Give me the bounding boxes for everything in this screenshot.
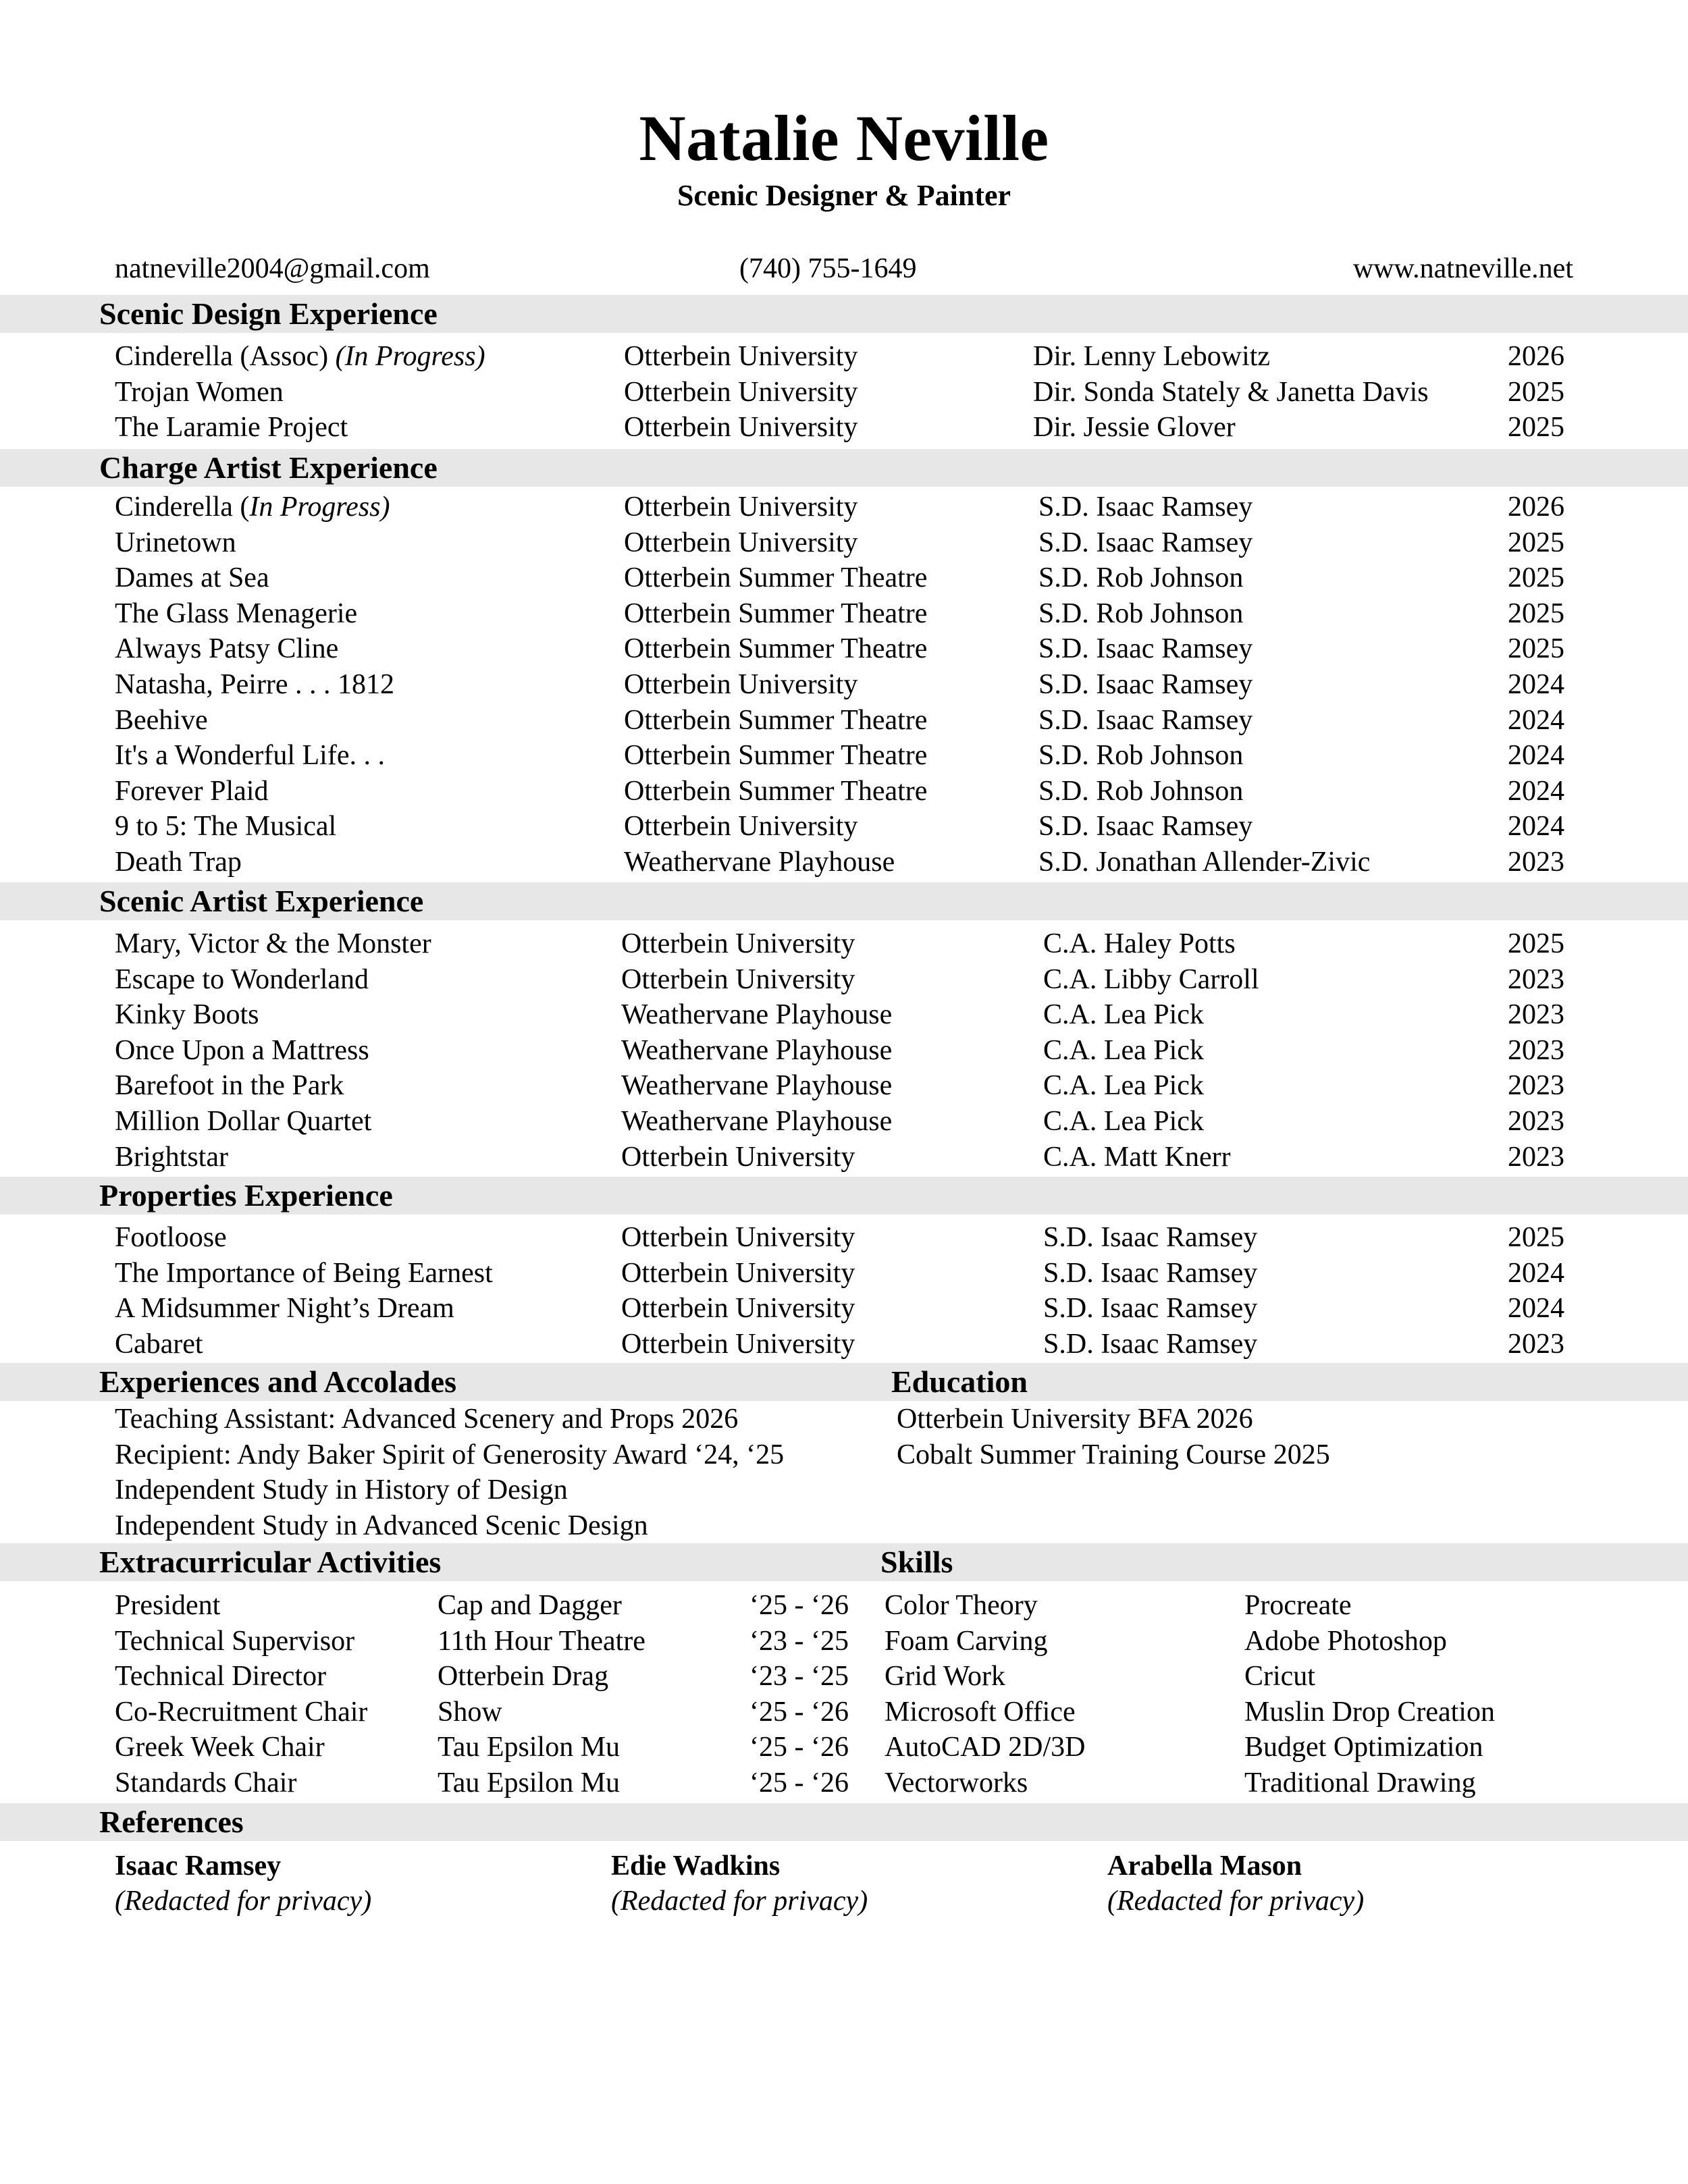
table-row [0,997,1688,1033]
accolade: Recipient: Andy Baker Spirit of Generosity Award ‘24, ‘25 [115,1439,785,1470]
table-row [0,1220,1688,1256]
table-row [0,1068,1688,1104]
show-title: Mary, Victor & the Monster [115,928,431,959]
skill: Budget Optimization [1244,1732,1483,1763]
table-row [0,1104,1688,1140]
year: 2023 [1508,1141,1564,1173]
extracurricular-skills-list [0,1588,1688,1801]
skill: Procreate [1244,1590,1352,1621]
director: C.A. Lea Pick [1043,1034,1204,1066]
director: C.A. Matt Knerr [1043,1141,1231,1173]
show-title: Cinderella (Assoc) (In Progress) [115,341,485,372]
table-row [0,1291,1688,1327]
table-row [0,667,1688,703]
director: S.D. Isaac Ramsey [1043,1257,1258,1289]
reference-name: Edie Wadkins [611,1850,781,1882]
role: Co-Recruitment Chair [115,1696,368,1728]
table-row [0,703,1688,739]
skill: Cricut [1244,1661,1315,1693]
director: C.A. Lea Pick [1043,1105,1204,1137]
list-item [0,1624,1688,1659]
director: S.D. Rob Johnson [1038,597,1244,629]
director: S.D. Isaac Ramsey [1043,1328,1258,1360]
director: S.D. Isaac Ramsey [1038,527,1253,558]
show-title: It's a Wonderful Life. . . [115,740,385,772]
accolade: Independent Study in History of Design [115,1474,568,1506]
table-row [0,339,1688,375]
section-title: Charge Artist Experience [99,450,438,485]
venue: Otterbein Summer Theatre [624,704,928,736]
table-row [0,926,1688,962]
show-title: Beehive [115,704,208,736]
section-title: References [99,1805,244,1839]
venue: Weathervane Playhouse [621,999,893,1031]
skill: Vectorworks [885,1767,1028,1799]
years: ‘25 - ‘26 [749,1696,849,1728]
year: 2026 [1508,491,1564,523]
venue: Otterbein University [624,668,858,700]
contact-email[interactable]: natneville2004@gmail.com [115,253,430,284]
year: 2025 [1508,633,1564,665]
venue: Weathervane Playhouse [621,1070,893,1102]
properties-list [0,1220,1688,1362]
years: ‘25 - ‘26 [749,1732,849,1763]
organization: Show [438,1696,502,1728]
show-title: Brightstar [115,1141,228,1173]
director: S.D. Isaac Ramsey [1038,704,1253,736]
show-title: Trojan Women [115,376,284,408]
contact-website[interactable]: www.natneville.net [1352,253,1573,284]
accolades-list [0,1402,1688,1543]
list-item [0,1508,1688,1544]
scenic-artist-list [0,926,1688,1175]
director: Dir. Jessie Glover [1033,412,1236,444]
venue: Otterbein University [621,1141,855,1173]
table-row [0,525,1688,561]
venue: Otterbein University [624,491,858,523]
table-row [0,1256,1688,1291]
venue: Otterbein Summer Theatre [624,597,928,629]
venue: Otterbein University [624,811,858,843]
skill: AutoCAD 2D/3D [885,1732,1086,1763]
venue: Otterbein Summer Theatre [624,633,928,665]
years: ‘25 - ‘26 [749,1590,849,1621]
list-item [0,1730,1688,1765]
venue: Otterbein Summer Theatre [624,775,928,807]
director: S.D. Rob Johnson [1038,562,1244,594]
venue: Otterbein University [624,527,858,558]
reference-card [115,1848,371,1919]
director: C.A. Lea Pick [1043,999,1204,1031]
year: 2025 [1508,376,1564,408]
show-title: Million Dollar Quartet [115,1105,372,1137]
table-row [0,809,1688,845]
list-item [0,1437,1688,1473]
section-title: Scenic Design Experience [99,296,438,331]
section-band-properties [0,1177,1688,1215]
scenic-design-list [0,339,1688,446]
director: C.A. Libby Carroll [1043,963,1259,995]
role: President [115,1590,221,1621]
director: S.D. Isaac Ramsey [1038,811,1253,843]
skill: Color Theory [885,1590,1038,1621]
skill: Adobe Photoshop [1244,1625,1447,1657]
organization: Tau Epsilon Mu [438,1732,621,1763]
role: Greek Week Chair [115,1732,325,1763]
table-row [0,631,1688,667]
director: C.A. Haley Potts [1043,928,1236,959]
section-band-extracurricular-skills [0,1543,1688,1581]
contact-phone[interactable]: (740) 755-1649 [739,253,917,284]
director: S.D. Rob Johnson [1038,740,1244,772]
director: S.D. Isaac Ramsey [1043,1222,1258,1253]
reference-contact: (Redacted for privacy) [115,1886,372,1917]
organization: Cap and Dagger [438,1590,622,1621]
year: 2025 [1508,527,1564,558]
years: ‘23 - ‘25 [749,1661,849,1693]
skill: Traditional Drawing [1244,1767,1476,1799]
section-band-charge-artist [0,449,1688,487]
list-item [0,1765,1688,1801]
year: 2024 [1508,1257,1564,1289]
organization: Tau Epsilon Mu [438,1767,621,1799]
venue: Otterbein University [621,1257,855,1289]
venue: Otterbein Summer Theatre [624,562,928,594]
organization: 11th Hour Theatre [438,1625,645,1657]
reference-card [1107,1848,1364,1919]
education-item: Otterbein University BFA 2026 [897,1404,1253,1435]
show-title: Always Patsy Cline [115,633,339,665]
resume-name: Natalie Neville [639,102,1049,174]
year: 2026 [1508,341,1564,372]
director: S.D. Isaac Ramsey [1038,668,1253,700]
venue: Weathervane Playhouse [621,1105,893,1137]
education-item: Cobalt Summer Training Course 2025 [897,1439,1330,1470]
section-title-accolades: Experiences and Accolades [99,1364,456,1399]
year: 2023 [1508,1105,1564,1137]
year: 2025 [1508,597,1564,629]
table-row [0,596,1688,632]
resume-subtitle: Scenic Designer & Painter [677,179,1011,212]
table-row [0,1033,1688,1069]
show-title: A Midsummer Night’s Dream [115,1293,454,1325]
reference-card [611,1848,868,1919]
year: 2024 [1508,740,1564,772]
accolade: Teaching Assistant: Advanced Scenery and Props 2026 [115,1404,739,1435]
year: 2023 [1508,1328,1564,1360]
role: Technical Director [115,1661,327,1693]
reference-contact: (Redacted for privacy) [1107,1886,1365,1917]
year: 2024 [1508,668,1564,700]
year: 2025 [1508,928,1564,959]
year: 2024 [1508,775,1564,807]
role: Standards Chair [115,1767,297,1799]
show-title: The Glass Menagerie [115,597,358,629]
show-title: Barefoot in the Park [115,1070,344,1102]
show-title: Footloose [115,1222,227,1253]
list-item [0,1472,1688,1508]
venue: Otterbein Summer Theatre [624,740,928,772]
venue: Weathervane Playhouse [624,846,895,878]
year: 2025 [1508,412,1564,444]
section-title-extracurricular: Extracurricular Activities [99,1545,442,1579]
venue: Otterbein University [621,928,855,959]
venue: Otterbein University [621,963,855,995]
year: 2025 [1508,1222,1564,1253]
section-title-education: Education [891,1364,1028,1399]
director: S.D. Jonathan Allender-Zivic [1038,846,1371,878]
year: 2023 [1508,1034,1564,1066]
table-row [0,560,1688,596]
table-row [0,845,1688,880]
year: 2024 [1508,704,1564,736]
years: ‘25 - ‘26 [749,1767,849,1799]
show-title: The Importance of Being Earnest [115,1257,493,1289]
show-title: Death Trap [115,846,242,878]
reference-name: Isaac Ramsey [115,1850,282,1882]
venue: Otterbein University [621,1293,855,1325]
director: Dir. Sonda Stately & Janetta Davis [1033,376,1429,408]
show-title: Natasha, Peirre . . . 1812 [115,668,395,700]
venue: Otterbein University [624,341,858,372]
year: 2023 [1508,846,1564,878]
list-item [0,1402,1688,1437]
show-title: Forever Plaid [115,775,269,807]
charge-artist-list [0,489,1688,880]
section-band-scenic-artist [0,882,1688,920]
years: ‘23 - ‘25 [749,1625,849,1657]
director: S.D. Rob Johnson [1038,775,1244,807]
table-row [0,962,1688,998]
year: 2025 [1508,562,1564,594]
director: C.A. Lea Pick [1043,1070,1204,1102]
show-title: 9 to 5: The Musical [115,811,337,843]
organization: Otterbein Drag [438,1661,609,1693]
venue: Otterbein University [621,1222,855,1253]
director: S.D. Isaac Ramsey [1038,491,1253,523]
section-band-accolades-education [0,1363,1688,1401]
show-title: Kinky Boots [115,999,259,1031]
show-title: Once Upon a Mattress [115,1034,369,1066]
year: 2023 [1508,1070,1564,1102]
table-row [0,489,1688,525]
show-title: Cinderella (In Progress) [115,491,390,523]
year: 2023 [1508,999,1564,1031]
section-title: Properties Experience [99,1178,393,1213]
show-title: Urinetown [115,527,236,558]
venue: Otterbein University [621,1328,855,1360]
table-row [0,410,1688,446]
skill: Foam Carving [885,1625,1048,1657]
section-band-scenic-design [0,295,1688,333]
accolade: Independent Study in Advanced Scenic Design [115,1510,648,1541]
show-title: Cabaret [115,1328,203,1360]
reference-contact: (Redacted for privacy) [611,1886,868,1917]
table-row [0,1327,1688,1362]
show-title: Dames at Sea [115,562,269,594]
section-band-references [0,1803,1688,1841]
director: S.D. Isaac Ramsey [1043,1293,1258,1325]
table-row [0,375,1688,410]
list-item [0,1659,1688,1695]
year: 2024 [1508,1293,1564,1325]
role: Technical Supervisor [115,1625,355,1657]
year: 2023 [1508,963,1564,995]
show-title: The Laramie Project [115,412,348,444]
year: 2024 [1508,811,1564,843]
table-row [0,1140,1688,1175]
show-title: Escape to Wonderland [115,963,369,995]
skill: Grid Work [885,1661,1005,1693]
section-title-skills: Skills [880,1545,953,1579]
director: S.D. Isaac Ramsey [1038,633,1253,665]
skill: Microsoft Office [885,1696,1076,1728]
section-title: Scenic Artist Experience [99,884,424,918]
table-row [0,774,1688,809]
table-row [0,738,1688,774]
list-item [0,1695,1688,1730]
venue: Otterbein University [624,412,858,444]
skill: Muslin Drop Creation [1244,1696,1495,1728]
list-item [0,1588,1688,1624]
venue: Otterbein University [624,376,858,408]
venue: Weathervane Playhouse [621,1034,893,1066]
director: Dir. Lenny Lebowitz [1033,341,1271,372]
reference-name: Arabella Mason [1107,1850,1302,1882]
